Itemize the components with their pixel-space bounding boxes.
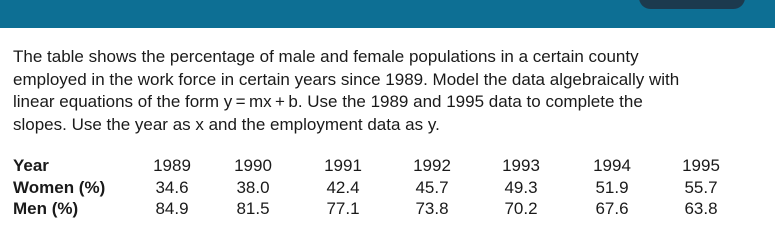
table-cell: 38.0 [236, 177, 270, 197]
table-cell: 1993 [502, 156, 540, 175]
table-cell: 49.3 [504, 177, 538, 197]
table-cell: 73.8 [415, 199, 449, 218]
row-header: Year [13, 156, 49, 175]
table-cell: 70.2 [504, 199, 538, 218]
table-cell: 1994 [593, 156, 631, 175]
table-cell: 34.6 [155, 177, 189, 197]
table-cell: 51.9 [595, 177, 629, 197]
table-cell: 84.9 [155, 199, 189, 218]
table-cell: 77.1 [326, 199, 360, 218]
row-header: Women (%) [13, 177, 106, 197]
table-cell: 1992 [413, 156, 451, 175]
banner-button[interactable] [639, 0, 745, 9]
problem-line: slopes. Use the year as x and the employment data as y. [13, 114, 440, 134]
problem-line: linear equations of the form y = mx + b. Use the 1989 and 1995 data to complete the [13, 92, 643, 111]
problem-statement [13, 46, 753, 136]
table-cell: 1990 [234, 156, 272, 175]
table-cell: 63.8 [684, 199, 718, 218]
table-cell: 55.7 [684, 177, 718, 197]
table-cell: 42.4 [326, 177, 360, 197]
problem-line: The table shows the percentage of male and female populations in a certain county [13, 47, 639, 66]
table-cell: 1989 [153, 156, 191, 175]
table-cell: 45.7 [415, 177, 449, 197]
problem-line: employed in the work force in certain years since 1989. Model the data algebraically with [13, 69, 680, 89]
table-cell: 1995 [682, 156, 720, 175]
top-banner [0, 0, 775, 28]
table-cell: 1991 [324, 156, 362, 175]
table-cell: 81.5 [236, 199, 270, 218]
row-header: Men (%) [13, 199, 79, 218]
table-cell: 67.6 [595, 199, 629, 218]
